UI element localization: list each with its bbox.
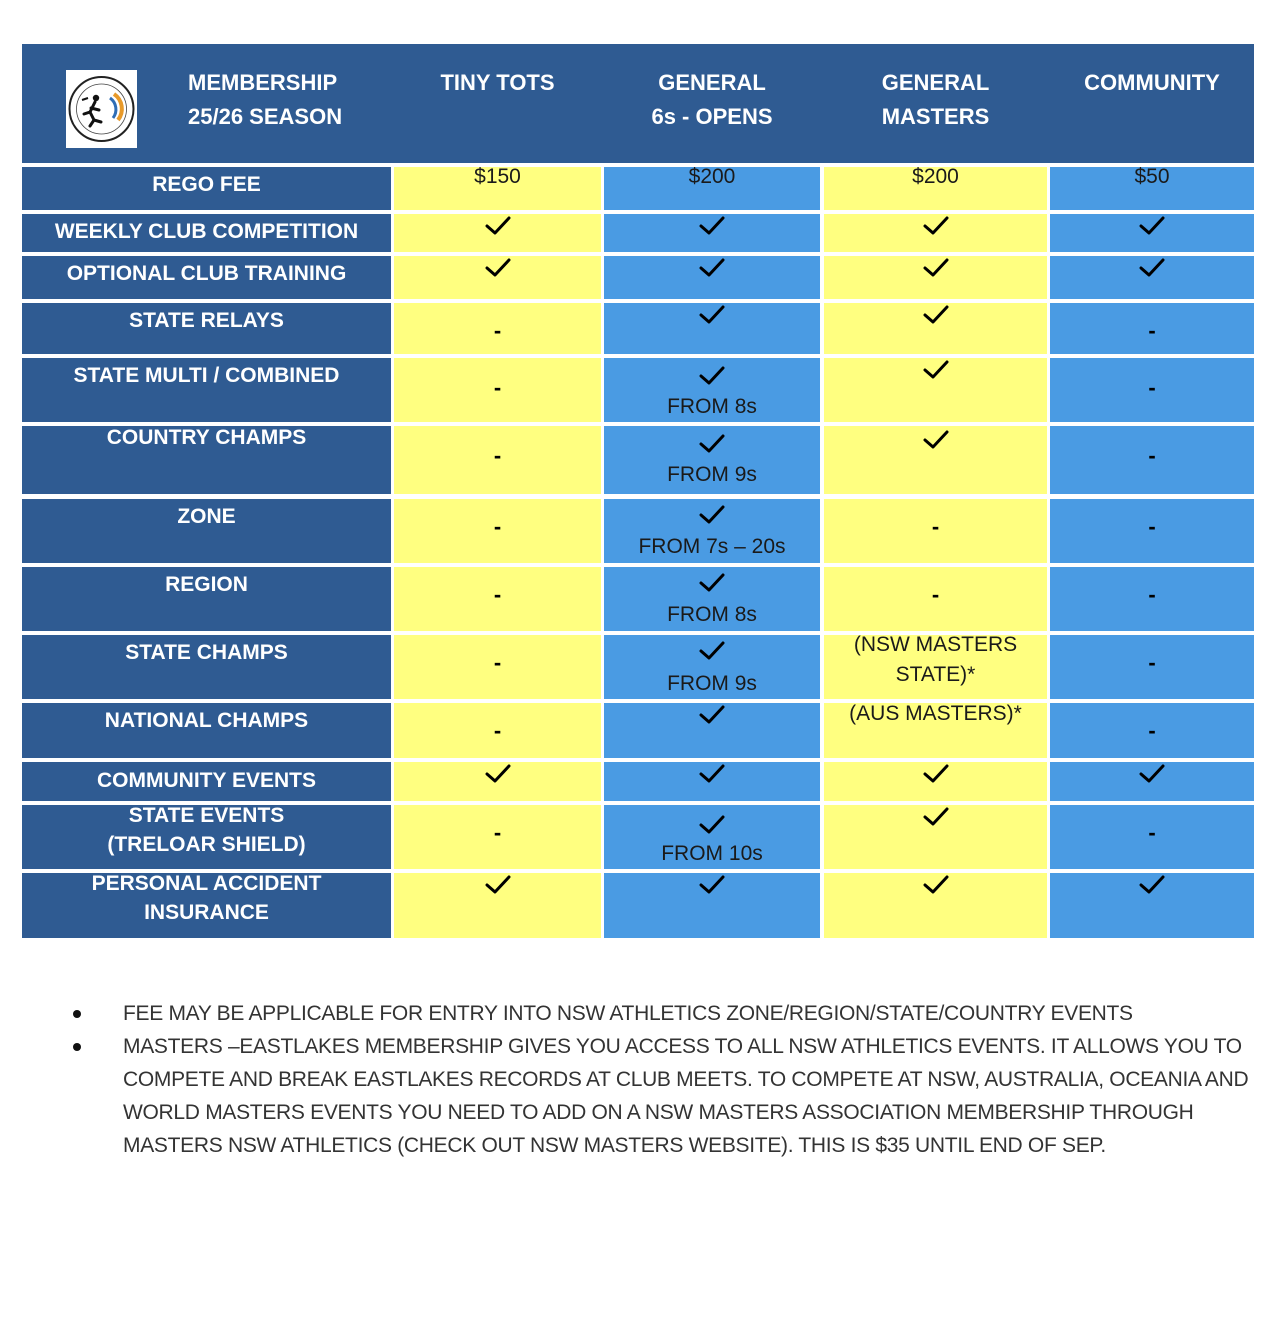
dash-mark: - [931, 582, 940, 607]
age-note: FROM 9s [667, 463, 757, 486]
dash-mark: - [1148, 820, 1156, 845]
dash-mark: - [1148, 318, 1156, 343]
cell [824, 303, 1047, 354]
check-icon [394, 873, 601, 902]
cell [1050, 499, 1254, 563]
dash-mark: - [1148, 650, 1156, 675]
row-label: COMMUNITY EVENTS [22, 762, 391, 801]
row-label: STATE CHAMPS [22, 635, 391, 699]
check-icon [604, 703, 820, 732]
column-header-tiny-tots: TINY TOTS [440, 70, 555, 95]
dash-mark: - [493, 820, 502, 845]
cell [824, 567, 1047, 631]
footnote-item: FEE MAY BE APPLICABLE FOR ENTRY INTO NSW ATHLETICS ZONE/REGION/STATE/COUNTRY EVENTS [123, 997, 1258, 1030]
dash-mark: - [493, 443, 502, 468]
cell [1050, 703, 1254, 758]
dash-mark: - [1148, 375, 1156, 400]
cell [824, 703, 1047, 758]
row-label: REGO FEE [22, 167, 391, 210]
check-icon [824, 256, 1047, 285]
dash-mark: - [1148, 718, 1156, 743]
dash-mark: - [493, 514, 502, 539]
row-label: NATIONAL CHAMPS [22, 703, 391, 758]
check-icon [824, 303, 1047, 332]
dash-mark: - [931, 514, 940, 539]
cell [1050, 762, 1254, 801]
fee-cell: $50 [1050, 167, 1254, 210]
age-note: FROM 10s [661, 842, 763, 865]
check-icon [604, 214, 820, 243]
dash-mark: - [1148, 443, 1156, 468]
cell [394, 762, 601, 801]
cell [824, 256, 1047, 299]
dash-mark: - [493, 582, 502, 607]
cell [394, 805, 601, 869]
cell [604, 358, 820, 422]
cell [394, 635, 601, 699]
fee-cell: $200 [604, 167, 820, 210]
check-icon [604, 432, 820, 461]
row-label: REGION [22, 567, 391, 631]
cell [604, 499, 820, 563]
table-row [22, 873, 1254, 938]
table-row [22, 635, 1254, 699]
cell [394, 873, 601, 938]
cell [1050, 873, 1254, 938]
cell [824, 873, 1047, 938]
table-row [22, 567, 1254, 631]
membership-title: MEMBERSHIP 25/26 SEASON [188, 70, 343, 129]
cell [1050, 358, 1254, 422]
row-label: STATE EVENTS (TRELOAR SHIELD) [22, 805, 391, 869]
table-row [22, 499, 1254, 563]
cell [824, 214, 1047, 252]
check-icon [824, 428, 1047, 457]
row-label: STATE MULTI / COMBINED [22, 358, 391, 422]
club-logo [66, 70, 137, 148]
check-icon [394, 256, 601, 285]
cell [824, 805, 1047, 869]
cell [1050, 426, 1254, 494]
cell [1050, 635, 1254, 699]
table-row [22, 256, 1254, 299]
check-icon [604, 813, 820, 842]
cell [1050, 214, 1254, 252]
cell [604, 635, 820, 699]
cell [604, 873, 820, 938]
cell [824, 426, 1047, 494]
cell [604, 214, 820, 252]
cell [1050, 256, 1254, 299]
check-icon [824, 358, 1047, 387]
masters-note: STATE)* [895, 663, 976, 686]
check-icon [604, 503, 820, 532]
cell [394, 214, 601, 252]
table-row [22, 214, 1254, 252]
cell [394, 567, 601, 631]
cell [824, 358, 1047, 422]
table-row [22, 303, 1254, 354]
table-header [22, 44, 1254, 163]
check-icon [604, 873, 820, 902]
check-icon [824, 805, 1047, 834]
check-icon [604, 364, 820, 393]
table-row [22, 426, 1254, 494]
row-label: COUNTRY CHAMPS [22, 426, 391, 494]
column-header-community: COMMUNITY [1084, 70, 1220, 95]
fee-cell: $150 [394, 167, 601, 210]
cell [824, 762, 1047, 801]
cell [394, 499, 601, 563]
fee-cell: $200 [824, 167, 1047, 210]
dash-mark: - [493, 318, 502, 343]
cell [824, 635, 1047, 699]
age-note: FROM 8s [667, 395, 757, 418]
cell [824, 499, 1047, 563]
dash-mark: - [493, 375, 502, 400]
check-icon [604, 303, 820, 332]
check-icon [1050, 256, 1254, 285]
age-note: FROM 9s [667, 672, 757, 695]
table-row-rego-fee [22, 167, 1254, 210]
masters-note: (NSW MASTERS [853, 633, 1018, 656]
check-icon [394, 214, 601, 243]
cell [1050, 303, 1254, 354]
row-label: PERSONAL ACCIDENT INSURANCE [22, 873, 391, 938]
cell [604, 256, 820, 299]
cell [604, 805, 820, 869]
dash-mark: - [1148, 582, 1156, 607]
footnotes [68, 997, 1258, 1162]
cell [394, 256, 601, 299]
check-icon [604, 639, 820, 668]
dash-mark: - [493, 718, 502, 743]
check-icon [604, 571, 820, 600]
check-icon [1050, 762, 1254, 791]
column-header-general-masters: GENERAL MASTERS [881, 70, 990, 129]
check-icon [1050, 873, 1254, 902]
table-row [22, 762, 1254, 801]
dash-mark: - [493, 650, 502, 675]
row-label: ZONE [22, 499, 391, 563]
check-icon [394, 762, 601, 791]
cell [604, 567, 820, 631]
dash-mark: - [1148, 514, 1156, 539]
cell [394, 303, 601, 354]
masters-note: (AUS MASTERS)* [849, 702, 1022, 725]
table-row [22, 703, 1254, 758]
row-label: STATE RELAYS [22, 303, 391, 354]
cell [604, 426, 820, 494]
age-note: FROM 8s [667, 603, 757, 626]
check-icon [824, 214, 1047, 243]
cell [604, 303, 820, 354]
check-icon [604, 256, 820, 285]
cell [394, 703, 601, 758]
cell [1050, 805, 1254, 869]
check-icon [824, 762, 1047, 791]
cell [394, 426, 601, 494]
cell [604, 762, 820, 801]
row-label: WEEKLY CLUB COMPETITION [22, 214, 391, 252]
table-row [22, 358, 1254, 422]
check-icon [824, 873, 1047, 902]
column-header-general-opens: GENERAL 6s - OPENS [651, 70, 773, 129]
check-icon [1050, 214, 1254, 243]
row-label: OPTIONAL CLUB TRAINING [22, 256, 391, 299]
footnote-item: MASTERS –EASTLAKES MEMBERSHIP GIVES YOU ACCESS TO ALL NSW ATHLETICS EVENTS. IT ALLOWS YOU TO COMPETE AND BREAK EASTLAKES RECORDS AT CLUB MEETS. TO COMPETE AT NSW, AUSTRALIA, OCEANIA AND WORLD MASTERS EVENTS YOU NEED TO ADD ON A NSW MASTERS ASSOCIATION MEMBERSHIP THROUGH MASTERS NSW ATHLETICS (CHECK OUT NSW MASTERS WEBSITE). THIS IS $35 UNTIL END OF SEP. [123, 1030, 1258, 1162]
cell [394, 358, 601, 422]
check-icon [604, 762, 820, 791]
cell [604, 703, 820, 758]
cell [1050, 567, 1254, 631]
table-row [22, 805, 1254, 869]
age-note: FROM 7s – 20s [638, 535, 786, 558]
